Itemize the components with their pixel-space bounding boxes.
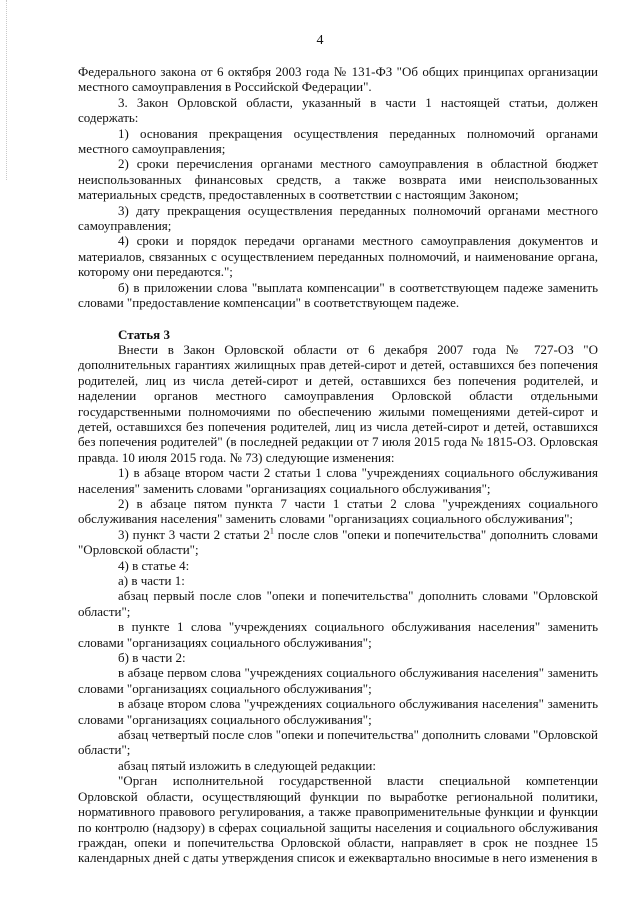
paragraph-text: после слов "опеки и попечительства" дополнить словами "Орловской области"; <box>78 526 598 558</box>
paragraph: абзац первый после слов "опеки и попечительства" дополнить словами "Орловской области"; <box>78 588 598 619</box>
paragraph: в абзаце втором слова "учреждениях социального обслуживания населения" заменить словами "организациях социального обслуживания"; <box>78 696 598 727</box>
paragraph: а) в части 1: <box>118 573 185 588</box>
paragraph <box>78 527 598 558</box>
paragraph: 1) основания прекращения осуществления переданных полномочий органами местного самоуправления; <box>78 125 598 157</box>
paragraph: 3) дату прекращения осуществления переданных полномочий органами местного самоуправления; <box>78 202 598 234</box>
paragraph: Федерального закона от 6 октября 2003 года № 131-ФЗ "Об общих принципах организации местного самоуправления в Российской Федерации". <box>78 64 598 95</box>
paragraph: 2) в абзаце пятом пункта 7 части 1 статьи 2 слова "учреждениях социального обслуживания населения" заменить словами "организациях социального обслуживания"; <box>78 495 598 527</box>
paragraph: в абзаце первом слова "учреждениях социального обслуживания населения" заменить словами "организациях социального обслуживания"; <box>78 665 598 696</box>
document-body <box>78 64 598 866</box>
paragraph: абзац пятый изложить в следующей редакции: <box>118 757 376 773</box>
margin-marks <box>6 0 10 180</box>
paragraph: в пункте 1 слова "учреждениях социального обслуживания населения" заменить словами "организациях социального обслуживания"; <box>78 619 598 650</box>
superscript: 1 <box>269 526 274 536</box>
paragraph: Внести в Закон Орловской области от 6 декабря 2007 года № 727-ОЗ "О дополнительных гарантиях жилищных прав детей-сирот и детей, оставшихся без попечения родителей, лиц из числа детей-сирот и детей, оставшихся без попечения родителей, и наделении органов местного самоуправления Орловской области отдельными государственными полномочиями по обеспечению жилыми помещениями детей-сирот и детей, оставшихся без попечения родителей, лиц из числа детей-сирот и детей, оставшихся без попечения родителей" (в последней редакции от 7 июля 2015 года № 1815-ОЗ. Орловская правда. 10 июля 2015 года. № 73) следующие изменения: <box>78 341 598 465</box>
paragraph: абзац четвертый после слов "опеки и попечительства" дополнить словами "Орловской области"; <box>78 727 598 758</box>
paragraph: б) в части 2: <box>118 650 186 666</box>
paragraph: 3. Закон Орловской области, указанный в части 1 настоящей статьи, должен содержать: <box>78 94 598 126</box>
page-number: 4 <box>316 33 324 48</box>
paragraph: 1) в абзаце втором части 2 статьи 1 слова "учреждениях социального обслуживания населения" заменить словами "организациях социального обслуживания"; <box>78 465 598 496</box>
paragraph: б) в приложении слова "выплата компенсации" в соответствующем падеже заменить словами "предоставление компенсации" в соответствующем падеже. <box>78 279 598 311</box>
article-heading: Статья 3 <box>118 326 170 342</box>
paragraph: "Орган исполнительной государственной власти специальной компетенции Орловской области, осуществляющий функции по выработке региональной политики, нормативного правового регулирования, а также правоприменительные функции и функции по контролю (надзору) в сферах социальной защиты населения и социального обслуживания граждан, опеки и попечительства Орловской области, направляет в срок не позднее 15 календарных дней с даты утверждения список и ежеквартально вносимые в него изменения в <box>78 773 598 866</box>
paragraph: 2) сроки перечисления органами местного самоуправления в областной бюджет неиспользованных финансовых средств, а также возврата ими неиспользованных материальных средств, предоставленных в соответствии с настоящим Законом; <box>78 156 598 203</box>
paragraph-text: 3) пункт 3 части 2 статьи 2 <box>118 526 270 542</box>
paragraph: 4) в статье 4: <box>118 557 190 573</box>
paragraph: 4) сроки и порядок передачи органами местного самоуправления документов и материалов, связанных с осуществлением переданных полномочий, и наименование органа, которому они передаются."; <box>78 233 598 280</box>
